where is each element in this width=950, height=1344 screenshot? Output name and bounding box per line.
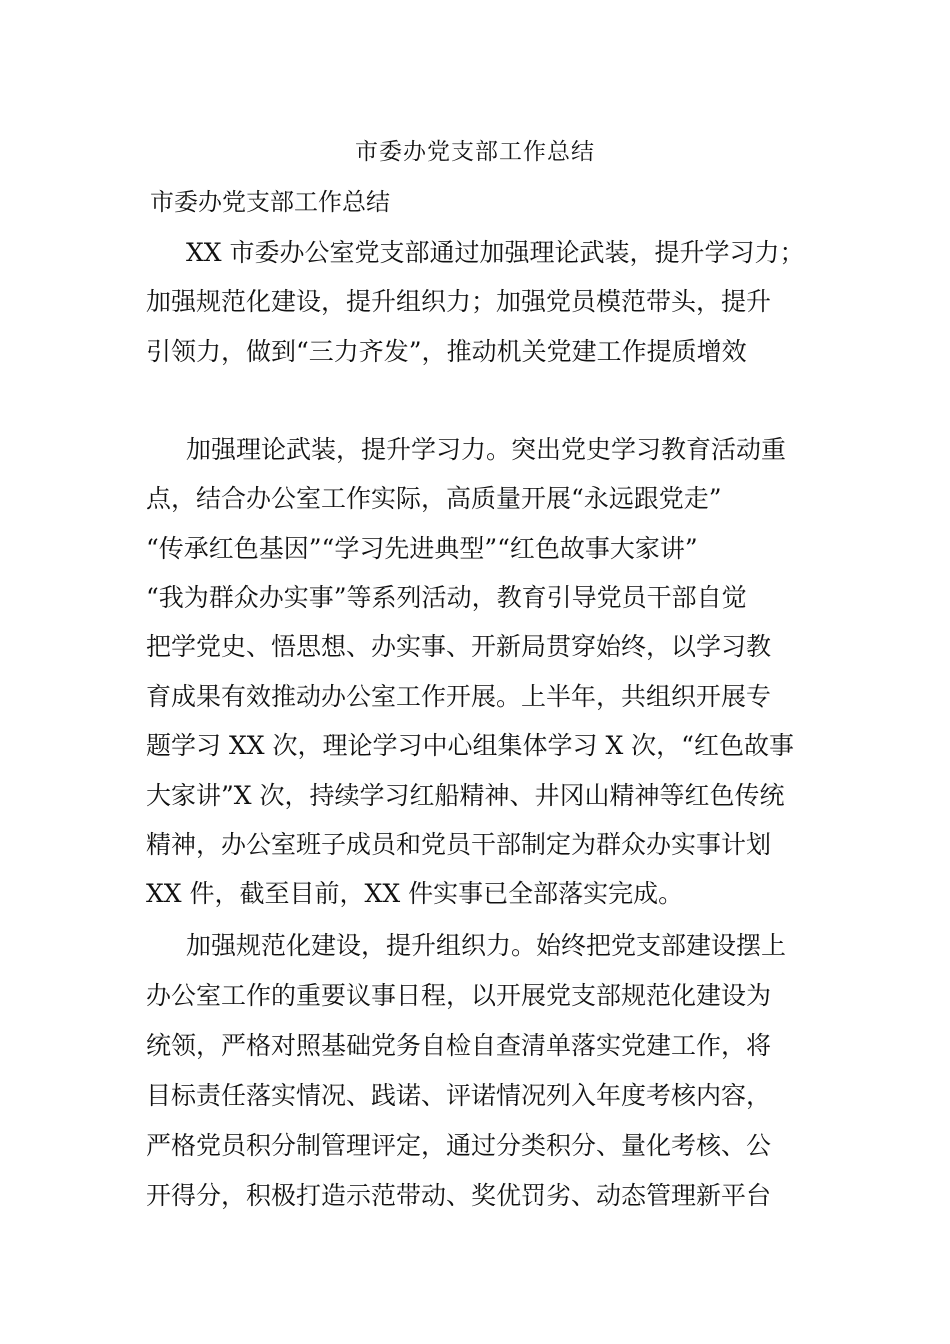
paragraph-line: 点，结合办公室工作实际，高质量开展“永远跟党走” [146, 484, 722, 513]
paragraph-line: 目标责任落实情况、践诺、评诺情况列入年度考核内容， [146, 1081, 772, 1110]
paragraph-line: 精神，办公室班子成员和党员干部制定为群众办实事计划 [146, 830, 772, 859]
paragraph-line: “我为群众办实事”等系列活动，教育引导党员干部自觉 [146, 583, 747, 612]
paragraph-line: XX 件，截至目前，XX 件实事已全部落实完成。 [146, 879, 684, 908]
paragraph-line: “传承红色基因”“学习先进典型”“红色故事大家讲” [146, 534, 698, 563]
paragraph-line: 题学习 XX 次，理论学习中心组集体学习 X 次，“红色故事 [146, 731, 794, 760]
document-title: 市委办党支部工作总结 [355, 139, 595, 165]
paragraph-line: 开得分，积极打造示范带动、奖优罚劣、动态管理新平台 [146, 1181, 772, 1210]
paragraph-line: 把学党史、悟思想、办实事、开新局贯穿始终，以学习教 [146, 632, 772, 661]
paragraph-line: 加强规范化建设，提升组织力；加强党员模范带头，提升 [146, 287, 772, 316]
paragraph-line: 育成果有效推动办公室工作开展。上半年，共组织开展专 [146, 682, 772, 711]
paragraph-line: 加强规范化建设，提升组织力。始终把党支部建设摆上 [186, 931, 787, 960]
paragraph-line: 引领力，做到“三力齐发”，推动机关党建工作提质增效 [146, 337, 747, 366]
paragraph-line: 严格党员积分制管理评定，通过分类积分、量化考核、公 [146, 1131, 772, 1160]
paragraph-line: 加强理论武装，提升学习力。突出党史学习教育活动重 [186, 435, 787, 464]
document-subtitle: 市委办党支部工作总结 [150, 188, 390, 216]
paragraph-line: XX 市委办公室党支部通过加强理论武装，提升学习力； [186, 238, 805, 267]
paragraph-line: 办公室工作的重要议事日程，以开展党支部规范化建设为 [146, 981, 772, 1010]
paragraph-line: 统领，严格对照基础党务自检自查清单落实党建工作，将 [146, 1031, 772, 1060]
paragraph-line: 大家讲”X 次，持续学习红船精神、井冈山精神等红色传统 [146, 781, 785, 810]
